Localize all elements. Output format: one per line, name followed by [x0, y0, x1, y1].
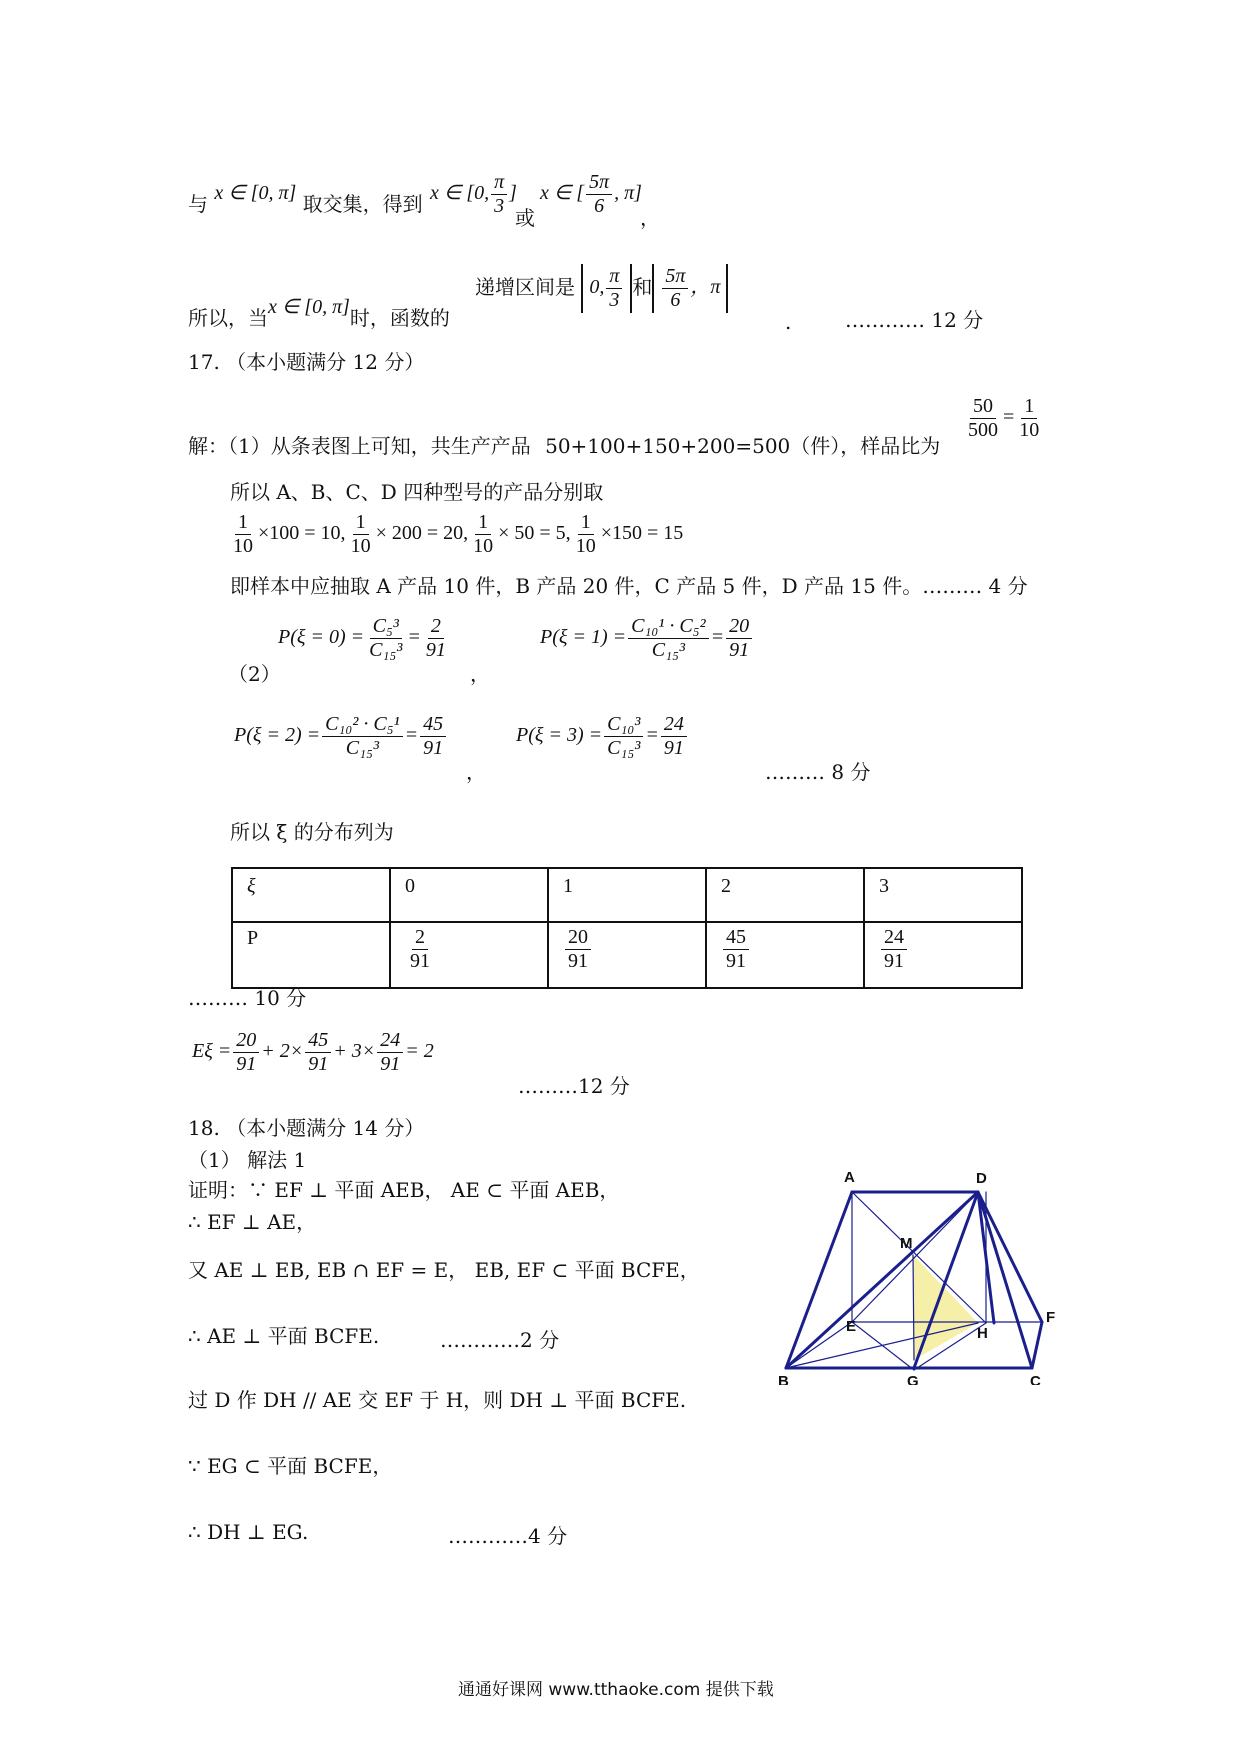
p2-val-num: 45: [420, 714, 446, 737]
ratio-den-2: 10: [1019, 419, 1040, 441]
calc-frac-a: [230, 512, 256, 557]
table-cell: [706, 922, 864, 988]
cell-den: 91: [726, 950, 746, 972]
table-head-cell: 2: [706, 868, 864, 922]
p2-num: C₁₀² · C₅¹: [322, 714, 403, 737]
interval-1: [581, 264, 632, 313]
ratio-frac-2: [1016, 396, 1042, 441]
interval-2-num: 5π: [662, 266, 688, 289]
calc-b-rest: × 200 = 20,: [375, 522, 469, 545]
range-comma: ，: [640, 206, 660, 230]
p0-val-den: 91: [425, 639, 446, 661]
label-e: E: [846, 1318, 857, 1335]
r1-num: π: [491, 172, 507, 195]
conclusion-part1: 所以，当: [188, 306, 268, 330]
q17-header: 17. （本小题满分 12 分）: [188, 350, 425, 374]
calc-frac-c: [470, 512, 496, 557]
prob-2-comma: ，: [466, 760, 486, 784]
p3-num: C₁₀³: [604, 714, 643, 737]
cell-num: 45: [723, 927, 749, 950]
r1-pre: x ∈ [0,: [430, 182, 490, 205]
sol-prefix: 解：（1）从条表图上可知，共生产产品: [188, 434, 531, 458]
range-1: [430, 172, 517, 217]
table-head-cell: 0: [390, 868, 548, 922]
e-end: = 2: [405, 1040, 434, 1063]
table-head-cell: 1: [548, 868, 706, 922]
table-head-xi: ξ: [232, 868, 390, 922]
ratio-den-1: 500: [968, 419, 998, 441]
q18-line6: ∵ EG ⊂ 平面 BCFE，: [188, 1454, 393, 1478]
q17-line2: 所以 A、B、C、D 四种型号的产品分别取: [230, 480, 604, 504]
prob-2: P(ξ = 2) = $\frac{\text{C₁₀² · C₅¹}}{\text{C₁₅³}}$ = $\frac{45}{91}$: [234, 714, 448, 759]
p0-frac: [366, 616, 405, 661]
ratio-eq: =: [1003, 406, 1015, 429]
prob-1: P(ξ = 1) = $\frac{\text{C₁₀¹ · C₅²}}{\text{C₁₅³}}$ = $\frac{20}{91}$: [540, 616, 754, 661]
interval-2-end: ，π: [690, 276, 721, 299]
r2-den: 6: [594, 195, 605, 217]
label-a: A: [844, 1170, 855, 1186]
e2-num: 45: [305, 1030, 331, 1053]
cell-den: 91: [568, 950, 588, 972]
p1-den: C₁₅³: [651, 639, 685, 661]
q18-line4: ∴ AE ⊥ 平面 BCFE.: [188, 1324, 380, 1348]
p1-val-num: 20: [726, 616, 752, 639]
interval-2: [652, 264, 728, 313]
interval-1-frac: [606, 266, 622, 311]
ratio-num-2: 1: [1021, 396, 1037, 419]
calc-c-num: 1: [475, 512, 491, 535]
e1-frac: [233, 1030, 259, 1075]
interval-2-den: 6: [670, 289, 681, 311]
r1-den: 3: [494, 195, 505, 217]
p3-den: C₁₅³: [607, 737, 641, 759]
sample-ratio: [963, 396, 1044, 441]
q18-score4: …………4 分: [448, 1524, 568, 1548]
score-8: ……… 8 分: [765, 760, 871, 784]
intersection-line: [188, 180, 423, 216]
r2-pre: x ∈ [: [540, 182, 585, 205]
table-cell: [548, 922, 706, 988]
q17-solution-line: [188, 436, 940, 456]
q18-line7: ∴ DH ⊥ EG.: [188, 1520, 309, 1544]
p1-val: [726, 616, 752, 661]
r2-frac: [586, 172, 612, 217]
label-g: G: [907, 1373, 919, 1385]
p2-frac: [322, 714, 403, 759]
q18-score2: …………2 分: [440, 1328, 560, 1352]
text-and: 和: [632, 275, 653, 299]
table-row: [232, 922, 1022, 988]
calc-a-den: 10: [233, 535, 253, 557]
interval-1-den: 3: [609, 289, 620, 311]
calc-frac-b: [348, 512, 374, 557]
q18-header: 18. （本小题满分 14 分）: [188, 1116, 425, 1140]
calc-a-rest: ×100 = 10,: [258, 522, 346, 545]
prob-0: P(ξ = 0) = $\frac{\text{C₅³}}{\text{C₁₅³}}$ = $\frac{2}{91}$: [278, 616, 451, 661]
r1-frac: [491, 172, 507, 217]
cell-frac: [723, 927, 749, 972]
score-12-a: ………… 12 分: [845, 308, 984, 332]
e3-den: 91: [380, 1053, 401, 1075]
e3-frac: [377, 1030, 403, 1075]
calc-b-num: 1: [353, 512, 369, 535]
p3-frac: [604, 714, 643, 759]
interval-2-frac: [662, 266, 688, 311]
r1-post: ]: [509, 182, 517, 205]
p0-den: C₁₅³: [369, 639, 403, 661]
q18-line5: 过 D 作 DH // AE 交 EF 于 H，则 DH ⊥ 平面 BCFE.: [188, 1388, 687, 1412]
q17-line3: 即样本中应抽取 A 产品 10 件，B 产品 20 件，C 产品 5 件，D 产品 15 件。……… 4 分: [230, 574, 1028, 598]
p3-left: P(ξ = 3) =: [516, 724, 603, 747]
calc-frac-d: [573, 512, 599, 557]
conclusion-domain: x ∈ [0, π]: [268, 296, 350, 318]
e1-den: 91: [236, 1053, 257, 1075]
calc-c-rest: × 50 = 5,: [498, 522, 571, 545]
interval-label: 递增区间是: [475, 275, 575, 299]
part2-label: （2）: [228, 662, 281, 686]
p1-val-den: 91: [729, 639, 750, 661]
table-row-label: P: [232, 922, 390, 988]
e1-num: 20: [233, 1030, 259, 1053]
interval-1-start: 0,: [589, 276, 605, 299]
e-mid1: + 2×: [261, 1040, 304, 1063]
table-cell: [390, 922, 548, 988]
calc-d-rest: ×150 = 15: [600, 522, 684, 545]
e2-frac: [305, 1030, 331, 1075]
expectation: [192, 1030, 434, 1075]
domain-expr: x ∈ [0, π]: [214, 182, 297, 204]
sum-text: 50+100+150+200=500（件），样品比为: [545, 434, 941, 458]
prob-3: P(ξ = 3) = $\frac{\text{C₁₀³}}{\text{C₁₅³}}$ = $\frac{24}{91}$: [516, 714, 689, 759]
score-10: ……… 10 分: [188, 986, 307, 1010]
p2-den: C₁₅³: [345, 737, 379, 759]
text-prefix: 与: [188, 192, 208, 216]
range-2: [540, 172, 642, 217]
p1-frac: [628, 616, 709, 661]
cell-num: 24: [881, 927, 907, 950]
calc-a-num: 1: [235, 512, 251, 535]
exp-left: Eξ =: [192, 1040, 232, 1063]
p0-val: [423, 616, 449, 661]
q18-line1: 证明：∵ EF ⊥ 平面 AEB， AE ⊂ 平面 AEB，: [188, 1178, 620, 1202]
sample-calc: [228, 512, 683, 557]
p0-val-num: 2: [428, 616, 444, 639]
geometry-figure: [770, 1170, 1070, 1385]
q18-line2: ∴ EF ⊥ AE，: [188, 1210, 317, 1234]
distribution-table: [231, 867, 1023, 989]
conclusion-part2: 时，函数的: [349, 306, 450, 330]
p3-val-num: 24: [661, 714, 687, 737]
label-m: M: [900, 1235, 913, 1252]
score-12-b: ………12 分: [518, 1074, 630, 1098]
cell-frac: [565, 927, 591, 972]
r2-post: , π]: [614, 182, 642, 205]
label-c: C: [1030, 1373, 1041, 1385]
p2-val-den: 91: [423, 737, 444, 759]
p3-val-den: 91: [663, 737, 684, 759]
cell-frac: [407, 927, 433, 972]
dist-intro: 所以 ξ 的分布列为: [230, 820, 394, 844]
e-mid2: + 3×: [333, 1040, 376, 1063]
cell-den: 91: [410, 950, 430, 972]
cell-num: 2: [412, 927, 428, 950]
e3-num: 24: [377, 1030, 403, 1053]
table-row: [232, 868, 1022, 922]
r2-num: 5π: [586, 172, 612, 195]
calc-c-den: 10: [473, 535, 494, 557]
label-h: H: [977, 1325, 988, 1342]
p2-val: [420, 714, 446, 759]
q18-method: （1） 解法 1: [188, 1148, 307, 1172]
conclusion-text: [188, 296, 450, 330]
cell-frac: [881, 927, 907, 972]
ratio-num-1: 50: [970, 396, 996, 419]
p1-left: P(ξ = 1) =: [540, 626, 627, 649]
calc-d-den: 10: [575, 535, 596, 557]
table-cell: [864, 922, 1022, 988]
p3-val: [661, 714, 687, 759]
cell-den: 91: [884, 950, 904, 972]
text-or: 或: [515, 206, 535, 230]
ratio-frac-1: [965, 396, 1001, 441]
interval-1-num: π: [606, 266, 622, 289]
calc-d-num: 1: [578, 512, 594, 535]
p0-num: C₅³: [370, 616, 402, 639]
e2-den: 91: [308, 1053, 329, 1075]
calc-b-den: 10: [350, 535, 371, 557]
p2-left: P(ξ = 2) =: [234, 724, 321, 747]
table-head-cell: 3: [864, 868, 1022, 922]
label-d: D: [976, 1170, 987, 1187]
q18-line3: 又 AE ⊥ EB, EB ∩ EF = E， EB, EF ⊂ 平面 BCFE，: [188, 1258, 700, 1282]
conclusion-dot: .: [785, 310, 792, 334]
label-f: F: [1046, 1309, 1056, 1326]
page-footer: 通通好课网 www.tthaoke.com 提供下载: [458, 1680, 774, 1700]
prob-0-comma: ，: [470, 662, 490, 686]
p1-num: C₁₀¹ · C₅²: [628, 616, 709, 639]
cell-num: 20: [565, 927, 591, 950]
p0-left: P(ξ = 0) =: [278, 626, 365, 649]
label-b: B: [778, 1373, 789, 1385]
increasing-interval: [475, 264, 728, 313]
text-take: 取交集，得到: [302, 192, 423, 216]
